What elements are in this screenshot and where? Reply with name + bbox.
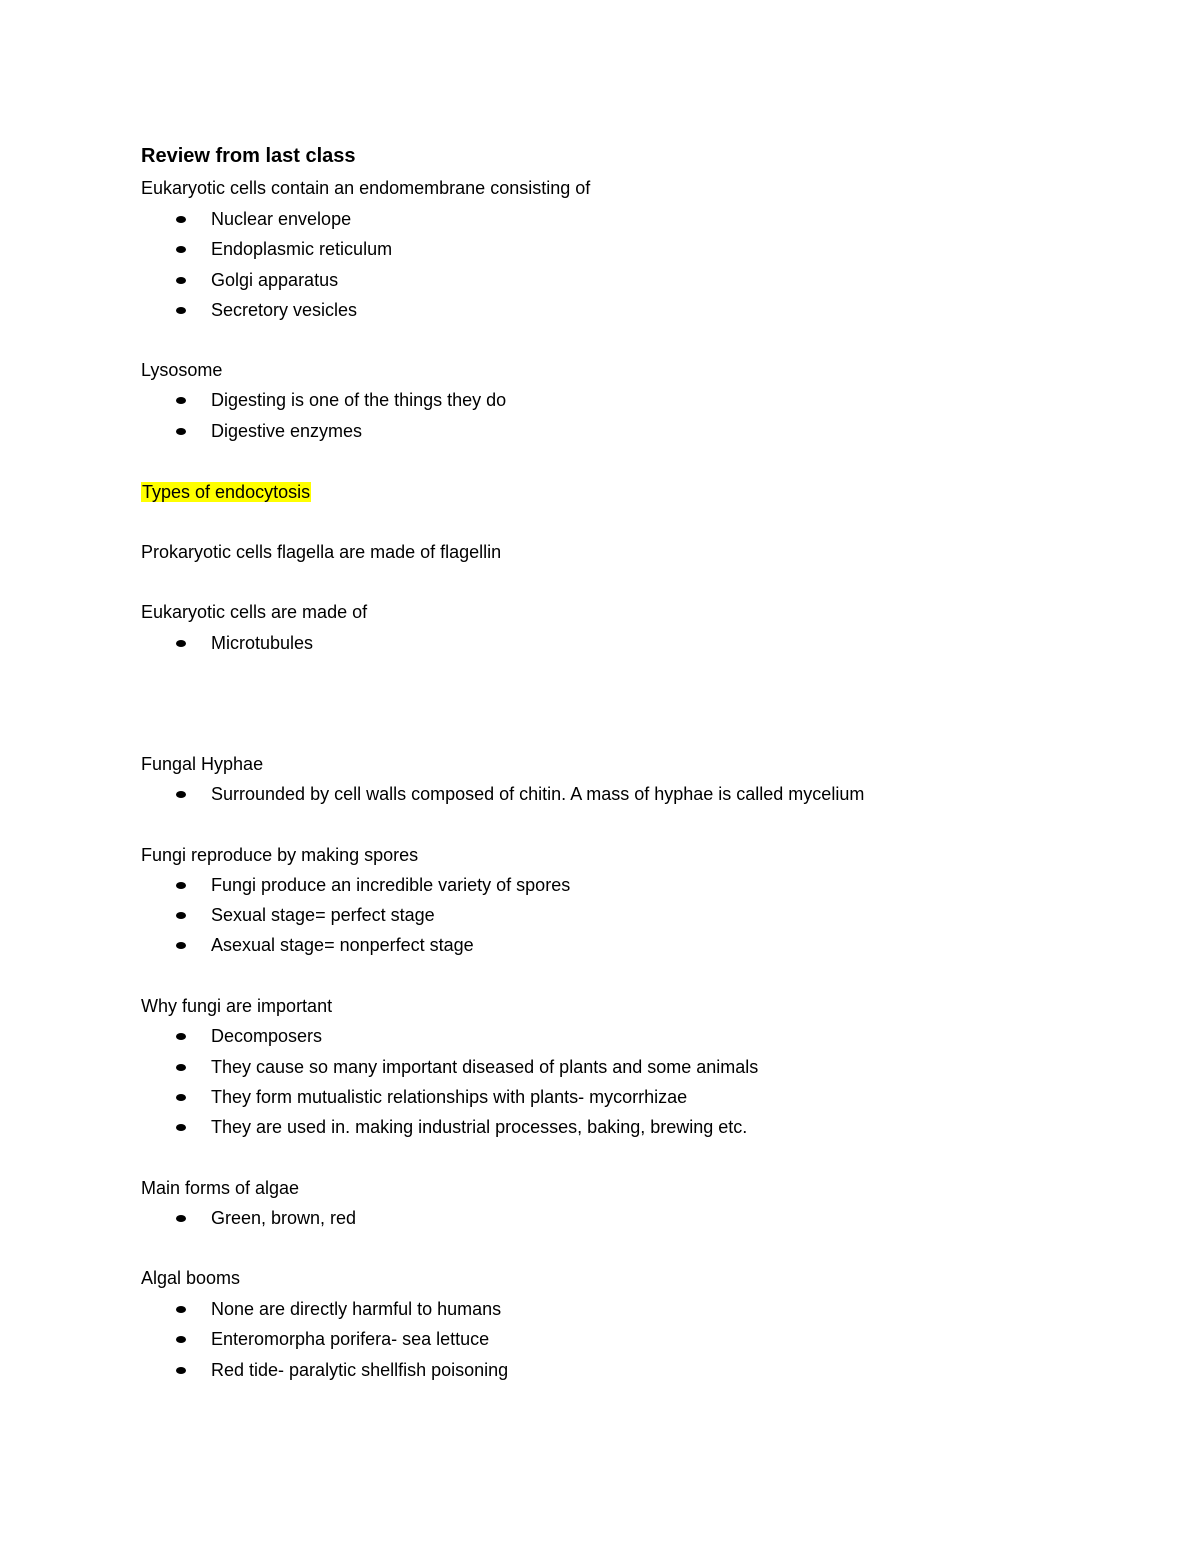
bullet-icon xyxy=(176,1064,186,1071)
bullet-icon xyxy=(176,1094,186,1101)
bullet-icon xyxy=(176,277,186,284)
bullet-icon xyxy=(176,942,186,949)
section-heading: Prokaryotic cells flagella are made of flagellin xyxy=(141,542,502,562)
bullet-icon xyxy=(176,1033,186,1040)
bullet-icon xyxy=(176,1306,186,1313)
section-heading: Main forms of algae xyxy=(141,1178,300,1198)
bullet-icon xyxy=(176,791,186,798)
bullet-icon xyxy=(176,307,186,314)
bullet-icon xyxy=(176,216,186,223)
bullet-icon xyxy=(176,882,186,889)
section-heading: Algal booms xyxy=(141,1268,241,1288)
section-heading: Fungal Hyphae xyxy=(141,754,264,774)
bullet-icon xyxy=(176,640,186,647)
section-heading: Fungi reproduce by making spores xyxy=(141,845,419,865)
bullet-icon xyxy=(176,1336,186,1343)
bullet-icon xyxy=(176,397,186,404)
bullet-icon xyxy=(176,1367,186,1374)
bullet-icon xyxy=(176,246,186,253)
section-heading: Lysosome xyxy=(141,360,223,380)
bullet-icon xyxy=(176,1124,186,1131)
page-title: Review from last class xyxy=(141,145,356,167)
bullet-icon xyxy=(176,1215,186,1222)
section-heading: Why fungi are important xyxy=(141,996,333,1016)
section-heading: Eukaryotic cells are made of xyxy=(141,602,368,622)
bullet-icon xyxy=(176,428,186,435)
document-page: Review from last class Eukaryotic cells contain an endomembrane consisting of Nuclear envelope Endoplasmic reticulum Golgi apparatus Secretory vesicles Lysosome Digesting is one of the things they do Digestive enzymes Types of endocytosis Prokaryotic cells flagella are made of flagellin Eukaryotic cells are made of Microtubules Fungal Hyphae Surrounded by cell walls composed of chitin. A mass of hyphae is called mycelium Fungi reproduce by making spores Fungi produce an incredible variety of spores Sexual stage= perfect stage Asexual stage= nonperfect stage Why fungi are important Decomposers They cause so many important diseased of plants and some animals They form mutualistic relationships with plants- mycorrhizae They are used in. making industrial processes, baking, brewing etc. Main forms of algae Green, brown, red Algal booms None are directly harmful to humans Enteromorpha porifera- sea lettuce Red tide- paralytic shellfish poisoning xyxy=(141,145,865,1380)
bullet-icon xyxy=(176,912,186,919)
section-heading: Eukaryotic cells contain an endomembrane consisting of xyxy=(141,178,591,198)
highlighted-heading xyxy=(141,480,311,504)
text-highlight: Types of endocytosis xyxy=(142,482,311,502)
